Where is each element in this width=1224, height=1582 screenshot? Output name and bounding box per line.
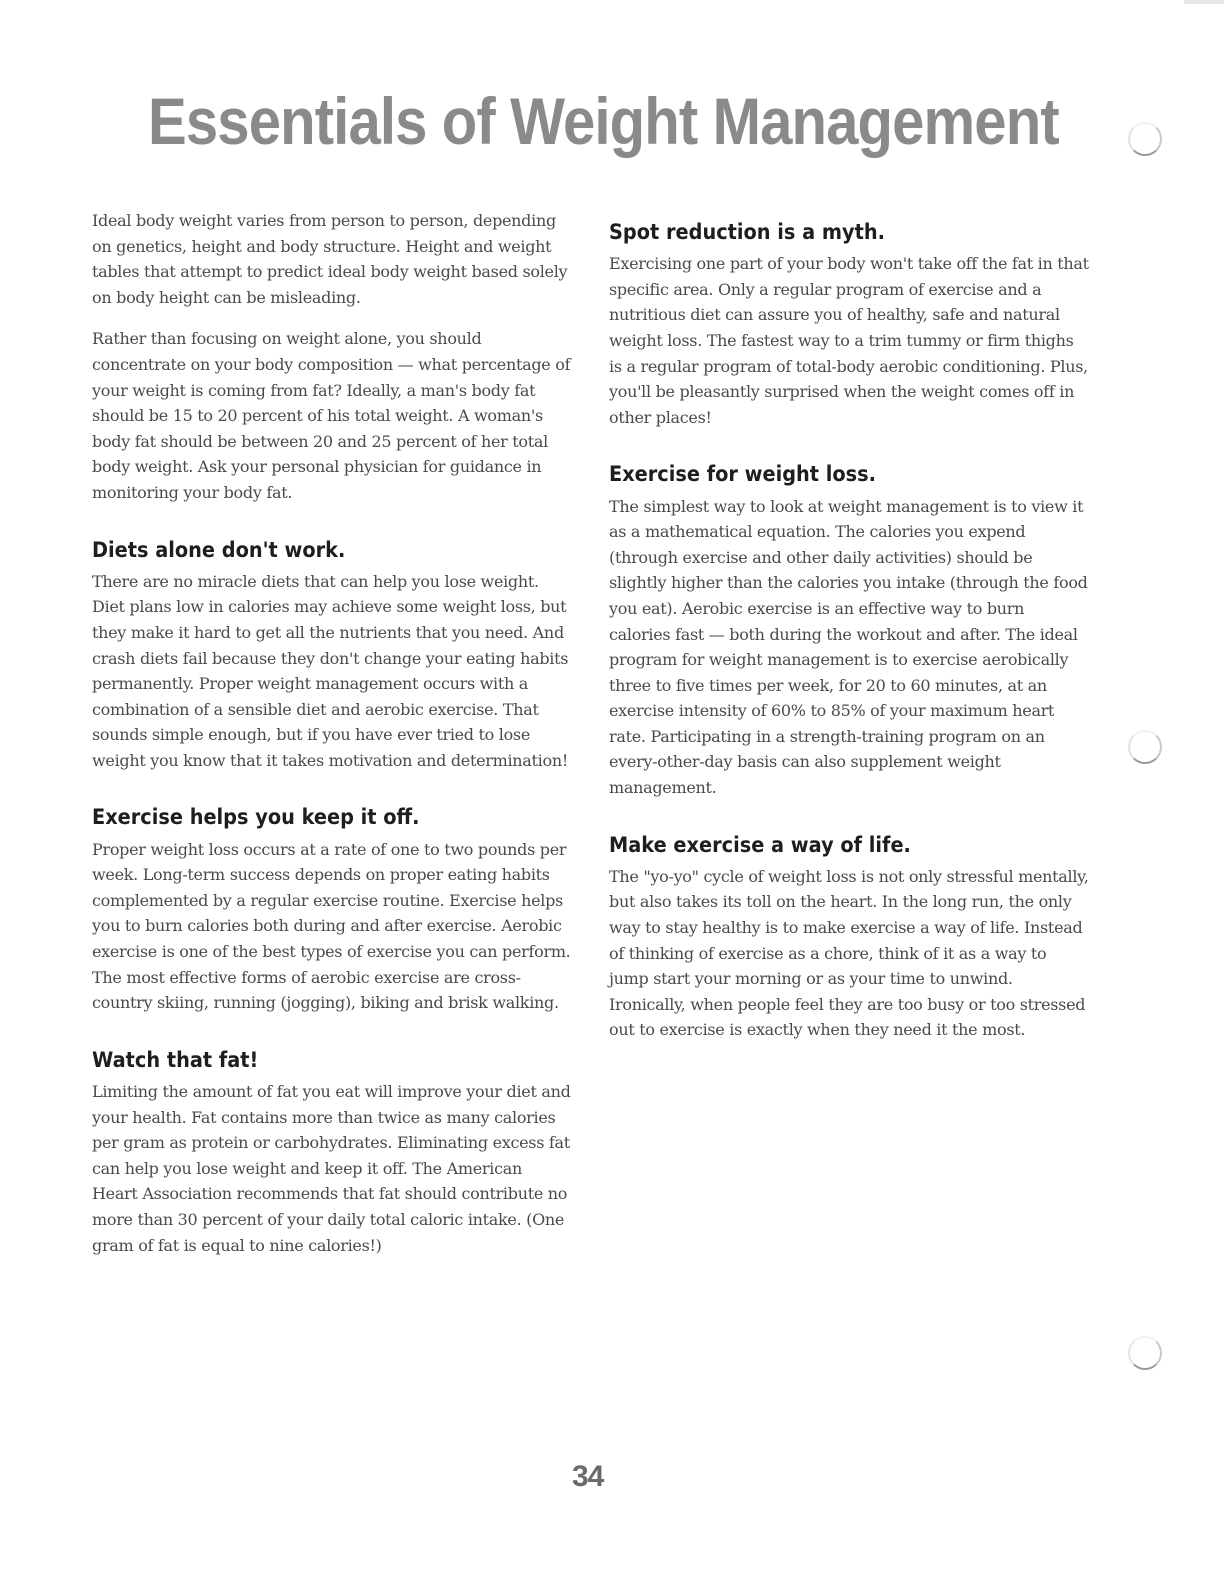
fat-body: Limiting the amount of fat you eat will improve your diet and your health. Fat contains more than twice as many calories per gram as protein or carbohydrates. Eliminating excess fat can help you lose weight and keep it off. The American Heart Association recommends that fat should contribute no more than 30 percent of your daily total caloric intake. (One gram of fat is equal to nine calories!): [92, 1082, 571, 1255]
exercise-loss-section: [609, 462, 1089, 800]
way-of-life-body: The "yo-yo" cycle of weight loss is not only stressful mentally, but also takes its toll on the heart. In the long run, the only way to stay healthy is to make exercise a way of life. Instead of thinking of exercise as a chore, think of it as a way to jump start your morning or as your time to unwind. Ironically, when people feel they are too busy or too stressed out to exercise is exactly when they need it the most.: [609, 866, 1089, 1040]
exercise-loss-body: The simplest way to look at weight management is to view it as a mathematical equation. The calories you expend (through exercise and other daily activities) should be slightly higher than the calories you intake (through the food you eat). Aerobic exercise is an effective way to burn calories fast — both during the workout and after. The ideal program for weight management is to exercise aerobically three to five times per week, for 20 to 60 minutes, at an exercise intensity of 60% to 85% of your maximum heart rate. Participating in a strength-training program on an every-other-day basis can also supplement weight management.: [609, 496, 1088, 798]
fat-heading: Watch that fat!: [92, 1047, 259, 1072]
spot-section: [609, 220, 1089, 430]
exercise-helps-heading: Exercise helps you keep it off.: [92, 805, 420, 830]
page-title: Essentials of Weight Management: [148, 84, 1059, 158]
exercise-loss-heading: Exercise for weight loss.: [609, 462, 876, 487]
way-of-life-heading: Make exercise a way of life.: [609, 832, 911, 857]
binder-hole-middle: [1128, 730, 1162, 764]
spot-heading: Spot reduction is a myth.: [609, 220, 885, 244]
left-column: [92, 208, 572, 1258]
fat-section: [92, 1048, 572, 1258]
binder-hole-top: [1128, 122, 1162, 156]
way-of-life-section: [609, 833, 1089, 1043]
binder-hole-bottom: [1128, 1336, 1162, 1370]
intro-paragraph-1: Ideal body weight varies from person to person, depending on genetics, height and body structure. Height and weight tables that attempt to predict ideal body weight based solely on body height can be misleading.: [92, 211, 568, 307]
diets-heading: Diets alone don't work.: [92, 537, 346, 562]
exercise-helps-body: Proper weight loss occurs at a rate of one to two pounds per week. Long-term success depends on proper eating habits complemented by a regular exercise routine. Exercise helps you to burn calories both during and after exercise. Aerobic exercise is one of the best types of exercise you can perform. The most effective forms of aerobic exercise are cross-country skiing, running (jogging), biking and brisk walking.: [92, 839, 571, 1013]
right-column: [609, 220, 1089, 1043]
diets-section: [92, 538, 572, 774]
intro-section: [92, 208, 572, 506]
exercise-helps-section: [92, 805, 572, 1015]
scan-edge-mark: [1184, 0, 1224, 4]
page-number: 34: [572, 1460, 604, 1493]
intro-paragraph-2: Rather than focusing on weight alone, you should concentrate on your body composition — what percentage of your weight is coming from fat? Ideally, a man's body fat should be 15 to 20 percent of his total weight. A woman's body fat should be between 20 and 25 percent of her total body weight. Ask your personal physician for guidance in monitoring your body fat.: [92, 329, 571, 502]
spot-body: Exercising one part of your body won't take off the fat in that specific area. Only a regular program of exercise and a nutritious diet can assure you of healthy, safe and natural weight loss. The fastest way to a trim tummy or firm thighs is a regular program of total-body aerobic conditioning. Plus, you'll be pleasantly surprised when the weight comes off in other places!: [609, 254, 1089, 427]
diets-body: There are no miracle diets that can help you lose weight. Diet plans low in calories may achieve some weight loss, but they make it hard to get all the nutrients that you need. And crash diets fail because they don't change your eating habits permanently. Proper weight management occurs with a combination of a sensible diet and aerobic exercise. That sounds simple enough, but if you have ever tried to lose weight you know that it takes motivation and determination!: [92, 571, 569, 770]
